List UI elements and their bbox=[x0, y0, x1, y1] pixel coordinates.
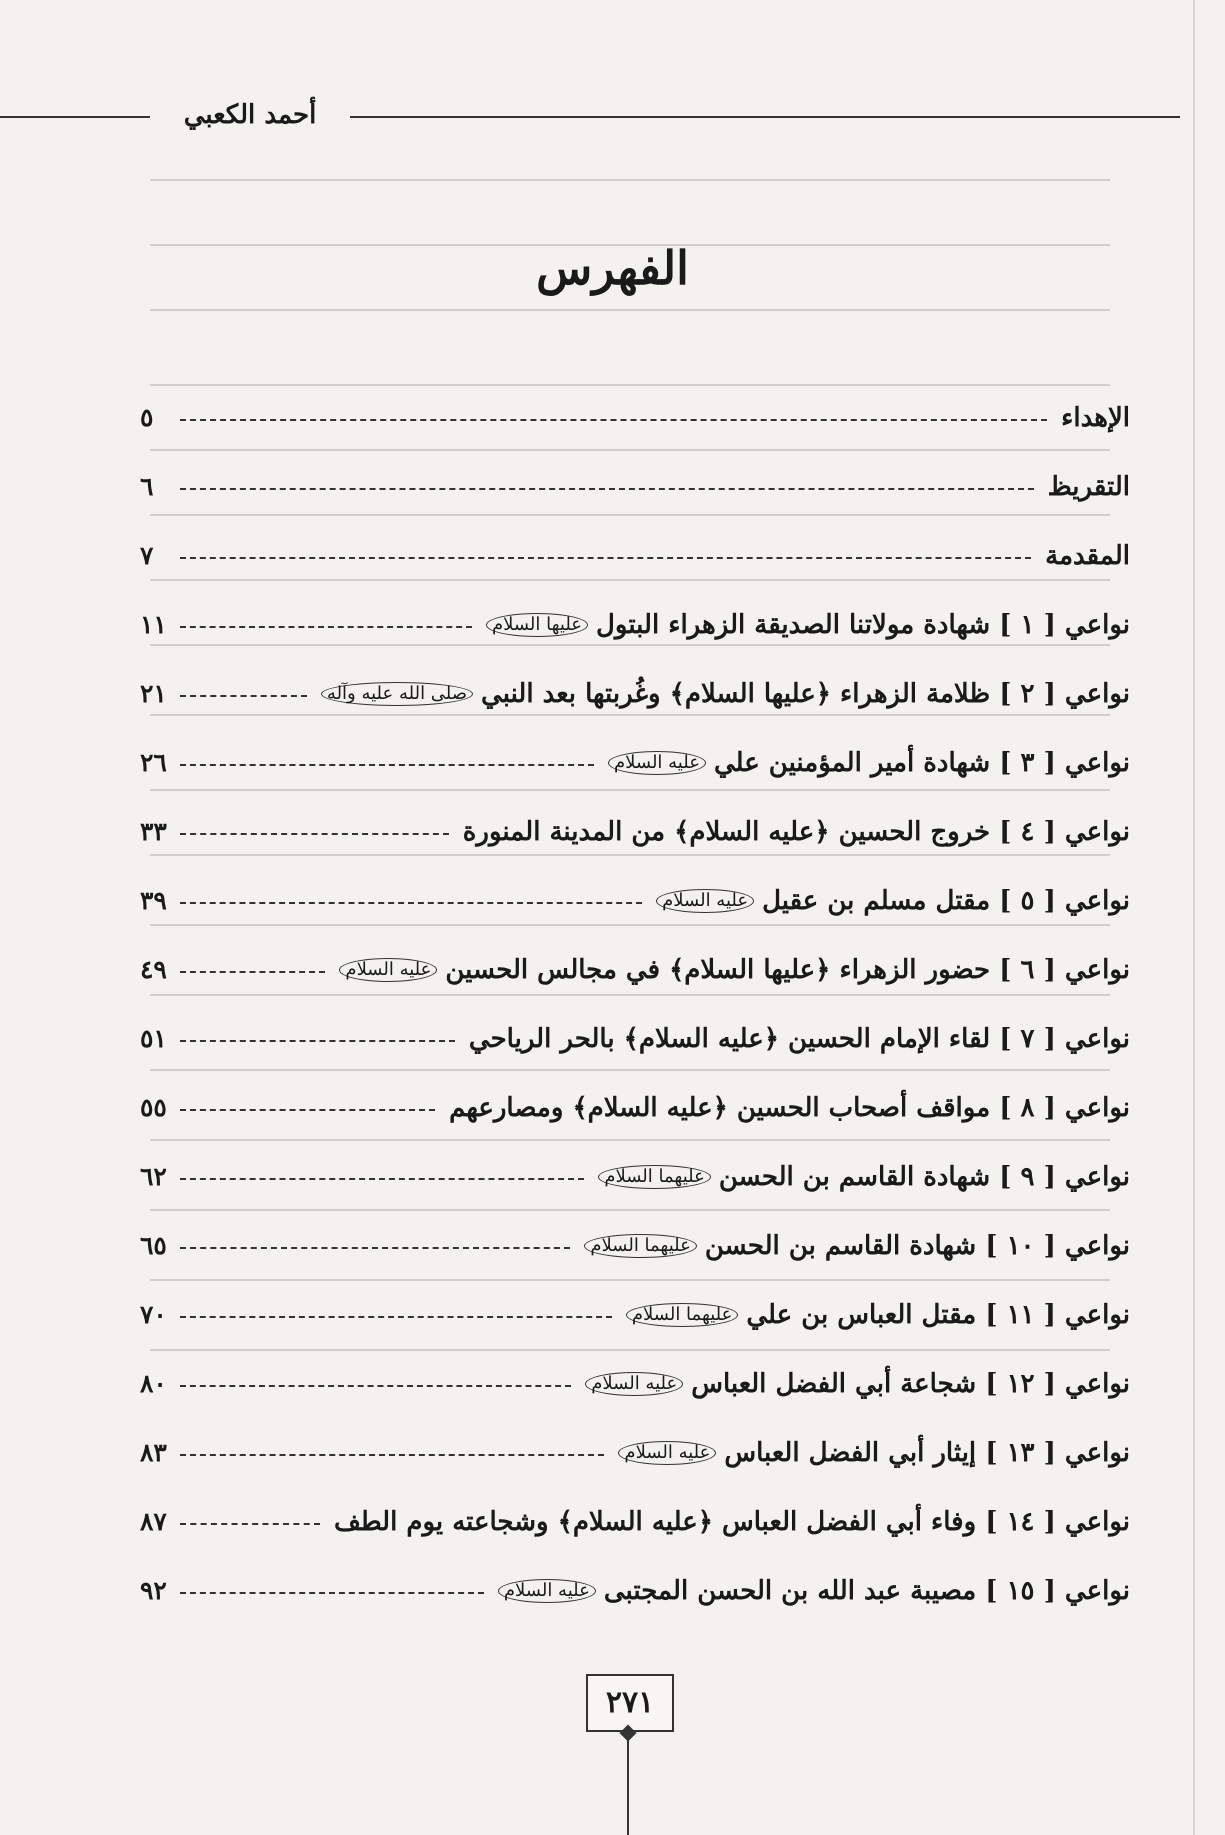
toc-page-number: ٢١ bbox=[140, 679, 167, 708]
toc-entry-text: نواعي [ ١٢ ] شجاعة أبي الفضل العباس bbox=[691, 1369, 1130, 1399]
toc-entry[interactable] bbox=[140, 595, 1130, 664]
honorific-mark: عليها السلام bbox=[486, 613, 588, 637]
toc-entry-title bbox=[498, 1571, 1130, 1611]
toc-entry-title bbox=[1048, 467, 1130, 507]
toc-entry-title bbox=[656, 881, 1130, 921]
toc-entry[interactable] bbox=[140, 1216, 1130, 1285]
toc-entry-text: الإهداء bbox=[1061, 403, 1130, 433]
toc-entry-text: نواعي [ ٢ ] ظلامة الزهراء ﴿عليها السلام﴾ وغُربتها بعد النبي bbox=[481, 679, 1130, 709]
toc-page-number: ٦٢ bbox=[140, 1162, 167, 1191]
toc-page-number: ٣٩ bbox=[140, 886, 167, 915]
toc-page-number: ٣٣ bbox=[140, 817, 167, 846]
toc-entry-text: نواعي [ ٩ ] شهادة القاسم بن الحسن bbox=[718, 1162, 1130, 1192]
toc-page-number: ٥١ bbox=[140, 1024, 167, 1053]
toc-entry-text: نواعي [ ٧ ] لقاء الإمام الحسين ﴿عليه السلام﴾ بالحر الرياحي bbox=[468, 1024, 1130, 1054]
toc-entry-title bbox=[1045, 536, 1130, 576]
toc-entry-title bbox=[608, 743, 1130, 783]
toc-entry-text: نواعي [ ٣ ] شهادة أمير المؤمنين علي bbox=[713, 748, 1130, 778]
toc-leader-dashes bbox=[180, 1454, 604, 1456]
toc-entry[interactable] bbox=[140, 802, 1130, 871]
toc-entry[interactable] bbox=[140, 664, 1130, 733]
toc-leader-dashes bbox=[180, 1592, 484, 1594]
toc-leader-dashes bbox=[180, 557, 1031, 559]
toc-entry[interactable] bbox=[140, 1354, 1130, 1423]
toc-entry-title bbox=[339, 950, 1130, 990]
toc-leader-dashes bbox=[180, 419, 1047, 421]
toc-leader-dashes bbox=[180, 971, 325, 973]
toc-entry[interactable] bbox=[140, 1492, 1130, 1561]
toc-entry-text: نواعي [ ٤ ] خروج الحسين ﴿عليه السلام﴾ من المدينة المنورة bbox=[462, 817, 1130, 847]
toc-page-number: ٦ bbox=[140, 472, 154, 501]
toc-entry-title bbox=[463, 812, 1130, 852]
toc-page-number: ٥٥ bbox=[140, 1093, 167, 1122]
toc-entry[interactable] bbox=[140, 526, 1130, 595]
toc-page-number: ٩٢ bbox=[140, 1576, 167, 1605]
honorific-mark: عليه السلام bbox=[498, 1579, 596, 1603]
toc-page-number: ٨٣ bbox=[140, 1438, 167, 1467]
toc-entry-text: نواعي [ ١٤ ] وفاء أبي الفضل العباس ﴿عليه السلام﴾ وشجاعته يوم الطف bbox=[333, 1507, 1130, 1537]
toc-entry-title bbox=[469, 1019, 1130, 1059]
toc-entry-title bbox=[449, 1088, 1130, 1128]
toc-leader-dashes bbox=[180, 764, 594, 766]
toc-entry[interactable] bbox=[140, 940, 1130, 1009]
toc-entry-text: نواعي [ ٦ ] حضور الزهراء ﴿عليها السلام﴾ في مجالس الحسين bbox=[445, 955, 1130, 985]
toc-entry[interactable] bbox=[140, 1009, 1130, 1078]
toc-page-number: ٨٠ bbox=[140, 1369, 167, 1398]
page-title: الفهرس bbox=[536, 241, 689, 295]
toc-entry[interactable] bbox=[140, 1147, 1130, 1216]
toc-entry-text: نواعي [ ١٠ ] شهادة القاسم بن الحسن bbox=[704, 1231, 1130, 1261]
toc-entry-title bbox=[584, 1226, 1130, 1266]
toc-entry-text: نواعي [ ١١ ] مقتل العباس بن علي bbox=[746, 1300, 1130, 1330]
running-header bbox=[0, 95, 1225, 135]
toc-entry-title bbox=[626, 1295, 1130, 1335]
toc-leader-dashes bbox=[180, 1385, 571, 1387]
honorific-mark: عليه السلام bbox=[608, 751, 706, 775]
toc-page-number: ١١ bbox=[140, 610, 167, 639]
toc-entry[interactable] bbox=[140, 733, 1130, 802]
page-number-box bbox=[586, 1674, 674, 1732]
toc-entry-title bbox=[334, 1502, 1130, 1542]
toc-entry-text: التقريظ bbox=[1047, 472, 1130, 502]
toc-entry-title bbox=[618, 1433, 1130, 1473]
toc-leader-dashes bbox=[180, 488, 1034, 490]
toc-leader-dashes bbox=[180, 1316, 612, 1318]
toc-page-number: ٧٠ bbox=[140, 1300, 167, 1329]
toc-page-number: ٧ bbox=[140, 541, 154, 570]
toc-entry[interactable] bbox=[140, 1285, 1130, 1354]
toc-leader-dashes bbox=[180, 833, 449, 835]
toc-page-number: ٤٩ bbox=[140, 955, 167, 984]
honorific-mark: عليه السلام bbox=[656, 889, 754, 913]
honorific-mark: عليهما السلام bbox=[584, 1234, 696, 1258]
toc-entry-text: نواعي [ ١٣ ] إيثار أبي الفضل العباس bbox=[724, 1438, 1130, 1468]
toc-leader-dashes bbox=[180, 1040, 455, 1042]
header-rule-right bbox=[350, 116, 1180, 118]
toc-entry[interactable] bbox=[140, 1561, 1130, 1630]
honorific-mark: صلى الله عليه وآله bbox=[321, 682, 473, 706]
table-of-contents bbox=[140, 388, 1130, 1630]
header-rule-left bbox=[0, 116, 150, 118]
toc-entry-title bbox=[486, 605, 1130, 645]
toc-page-number: ٢٦ bbox=[140, 748, 167, 777]
toc-leader-dashes bbox=[180, 626, 472, 628]
toc-leader-dashes bbox=[180, 1523, 320, 1525]
toc-entry-text: المقدمة bbox=[1045, 541, 1130, 571]
toc-leader-dashes bbox=[180, 695, 307, 697]
toc-page-number: ٥ bbox=[140, 403, 154, 432]
toc-entry-title bbox=[585, 1364, 1130, 1404]
toc-entry-title bbox=[598, 1157, 1130, 1197]
toc-entry-text: نواعي [ ١٥ ] مصيبة عبد الله بن الحسن المجتبى bbox=[603, 1576, 1130, 1606]
honorific-mark: عليه السلام bbox=[618, 1441, 716, 1465]
honorific-mark: عليه السلام bbox=[339, 958, 437, 982]
toc-entry[interactable] bbox=[140, 388, 1130, 457]
honorific-mark: عليهما السلام bbox=[598, 1165, 710, 1189]
toc-entry-title bbox=[321, 674, 1130, 714]
toc-entry[interactable] bbox=[140, 1078, 1130, 1147]
toc-entry[interactable] bbox=[140, 457, 1130, 526]
page-number: ٢٧١ bbox=[605, 1685, 655, 1720]
toc-entry[interactable] bbox=[140, 871, 1130, 940]
toc-entry-title bbox=[1061, 398, 1130, 438]
toc-entry-text: نواعي [ ٥ ] مقتل مسلم بن عقيل bbox=[762, 886, 1130, 916]
toc-page-number: ٦٥ bbox=[140, 1231, 167, 1260]
toc-entry-text: نواعي [ ٨ ] مواقف أصحاب الحسين ﴿عليه السلام﴾ ومصارعهم bbox=[449, 1093, 1130, 1123]
toc-leader-dashes bbox=[180, 1247, 570, 1249]
toc-leader-dashes bbox=[180, 902, 642, 904]
honorific-mark: عليهما السلام bbox=[626, 1303, 738, 1327]
footer-ornament-line bbox=[627, 1730, 629, 1835]
toc-entry-text: نواعي [ ١ ] شهادة مولاتنا الصديقة الزهراء البتول bbox=[596, 610, 1130, 640]
toc-page-number: ٨٧ bbox=[140, 1507, 167, 1536]
toc-leader-dashes bbox=[180, 1178, 584, 1180]
honorific-mark: عليه السلام bbox=[585, 1372, 683, 1396]
toc-entry[interactable] bbox=[140, 1423, 1130, 1492]
header-author: أحمد الكعبي bbox=[183, 100, 317, 130]
toc-leader-dashes bbox=[180, 1109, 435, 1111]
